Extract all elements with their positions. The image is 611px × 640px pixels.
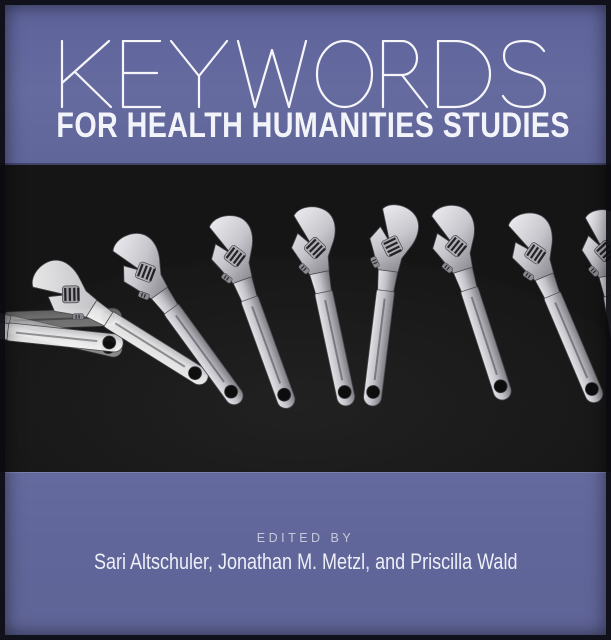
edited-by-label: EDITED BY xyxy=(256,531,355,545)
book-subtitle xyxy=(0,106,611,146)
book-title xyxy=(0,40,611,110)
editors-names xyxy=(0,549,611,575)
wrench-photo-illustration xyxy=(0,165,611,472)
top-band xyxy=(0,0,611,165)
book-subtitle-text: FOR HEALTH HUMANITIES STUDIES xyxy=(56,106,570,145)
cover-photo xyxy=(0,165,611,472)
editors-names-text: Sari Altschuler, Jonathan M. Metzl, and Priscilla Wald xyxy=(93,549,518,574)
